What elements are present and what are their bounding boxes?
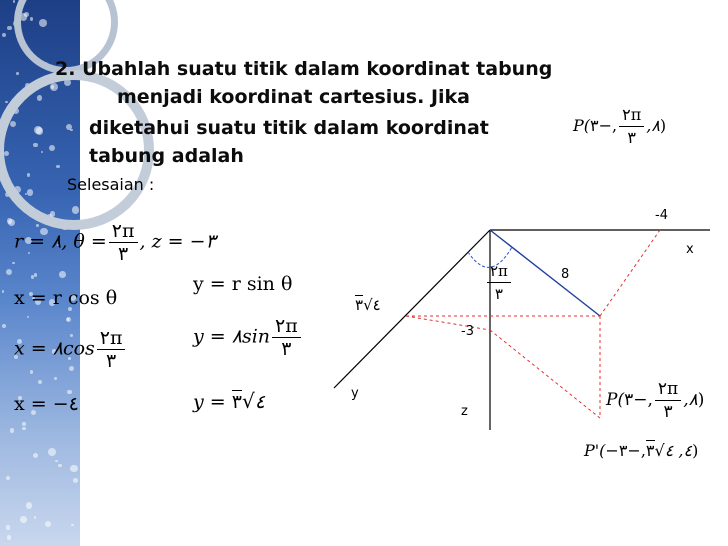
x-equation-2: x = ٨cos $\frac{٢\pi}{٣}$ (14, 327, 127, 372)
solution-label: Selesaian : (67, 175, 155, 194)
x-equation-3: x = −٤ (14, 393, 79, 415)
y-equation-3: y = ٤√٣ (193, 389, 265, 413)
base-projection (490, 330, 600, 418)
z-axis-label: z (461, 404, 468, 419)
given-values: r = ٨, θ = $\frac{٢\pi}{٣}$ , z = −٣ (14, 220, 216, 265)
z-level-line (406, 316, 490, 330)
question-line-4: tabung adalah (89, 145, 244, 167)
y-value-label: ٤√٣ (355, 296, 381, 314)
x-value-label: -4 (655, 208, 668, 223)
question-point: P(٨, $\frac{٢\pi}{٣}$ ,−٣) (573, 105, 667, 147)
x-equation-1: x = r cos θ (14, 287, 118, 309)
z-value-label: -3 (461, 324, 474, 339)
question-line-3: diketahui suatu titik dalam koordinat (89, 117, 489, 139)
point-p-label: P(٨, $\frac{٢\pi}{٣}$ ,−٣) (606, 379, 705, 422)
question-line-1: 2. Ubahlah suatu titik dalam koordinat tabung (55, 58, 553, 80)
y-equation-2: y = ٨sin $\frac{٢\pi}{٣}$ (193, 315, 303, 360)
radius-value-label: 8 (561, 267, 570, 282)
point-p-prime-label: P'(−٤, ٤√٣,−٣) (584, 441, 699, 460)
x-axis-label: x (686, 242, 694, 257)
y-axis-label: y (351, 386, 359, 401)
angle-label: $\frac{٢\pi}{٣}$ (485, 260, 513, 305)
projection-to-x (600, 230, 660, 316)
question-number: 2. (55, 58, 76, 80)
question-line-2: menjadi koordinat cartesius. Jika (117, 86, 470, 108)
y-equation-1: y = r sin θ (193, 273, 293, 295)
